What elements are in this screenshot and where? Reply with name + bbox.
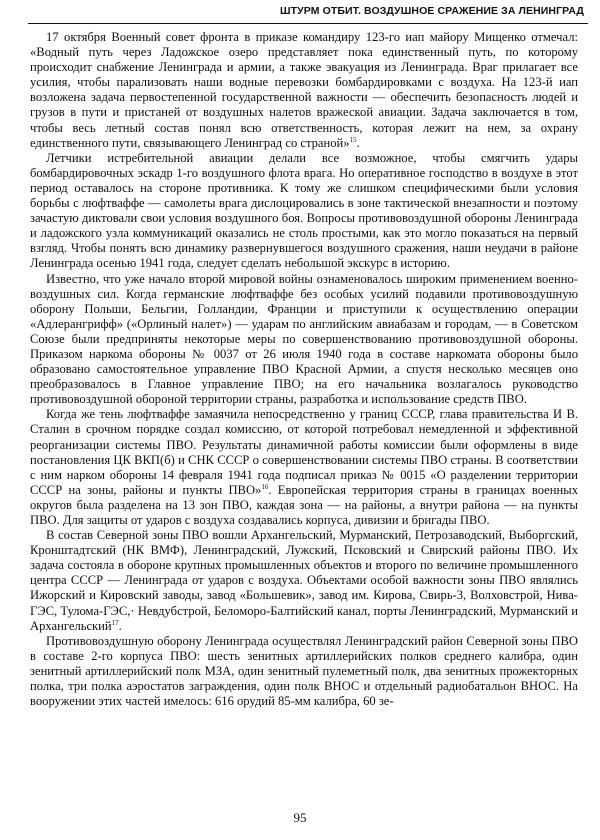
- paragraph-4: Когда же тень люфтваффе замаячила непосредственно у границ СССР, глава правительства И В. Сталин в срочном порядке создал комиссию, от которой потребовал немедленной и эффективной реорганизации системы ПВО. Результаты динамичной работы комиссии были оформлены в виде постановления ЦК ВКП(б) и СНК СССР о совершенствовании системы ПВО страны. В соответствии с ним нарком обороны 14 февраля 1941 года подписал приказ № 0015 «О разделении территории СССР на зоны, районы и пункты ПВО»$^{16}$. Европейская территория страны в границах военных округов была разделена на 13 зон ПВО, каждая зона — на районы, а внутри района — на пункты ПВО. Для защиты от ударов с воздуха создавались корпуса, дивизии и бригады ПВО.: [30, 407, 578, 527]
- page-number: 95: [293, 810, 307, 825]
- paragraph-1: 17 октября Военный совет фронта в приказе командиру 123-го иап майору Мищенко отмечал: «Водный путь через Ладожское озеро представляет пока единственный путь, по которому происходит снабжение Ленинграда и армии, а также эвакуация из Ленинграда. Враг прилагает все усилия, чтобы парализовать наши водные перевозки бомбардировками с воздуха. На 123-й иап возложена задача первостепенной государственной важности — обеспечить безопасность людей и грузов в пути и пристаней от воздушных налетов вражеской авиации. Задача заключается в том, чтобы весь летный состав понял всю ответственность, которая лежит на нем, за охрану единственного пути, связывающего Ленинград со страной»$^{15}$.: [30, 30, 578, 150]
- footnote-ref-16[interactable]: 16: [261, 482, 269, 491]
- paragraph-2: Летчики истребительной авиации делали все возможное, чтобы смягчить удары бомбардировочных эскадр 1-го воздушного флота врага. Но оперативное господство в воздухе в этот период оставалось на стороне противника. К тому же слишком специфическими были условия борьбы с люфтваффе — самолеты врага дислоцировались в зоне тактической внезапности и поэтому зачастую диктовали свои условия воздушного боя. Вопросы противовоздушной обороны Ленинграда и ладожского узла коммуникаций оказались не столь простыми, как это могло показаться на первый взгляд. Чтобы понять всю динамику развернувшегося воздушного сражения, наши неудачи в районе Ленинграда осенью 1941 года, следует сделать небольшой экскурс в историю.: [30, 150, 578, 271]
- footnote-ref-17[interactable]: 17: [111, 618, 119, 627]
- running-header: [28, 3, 588, 24]
- body-text: [30, 30, 578, 709]
- paragraph-5: В состав Северной зоны ПВО вошли Архангельский, Мурманский, Петрозаводский, Выборгский, Кронштадтский (НК ВМФ), Ленинградский, Лужский, Псковский и Свирский районы ПВО. Их задача состояла в обороне крупных промышленных объектов и второго по величине промышленного центра СССР — Ленинграда от ударов с воздуха. Объектами особой важности зоны ПВО являлись Ижорский и Кировский заводы, завод «Большевик», завод им. Кирова, Свирь-3, Волховстрой, Нива-ГЭС, Тулома-ГЭС,· Невдубстрой, Беломоро-Балтийский канал, порты Ленинградский, Мурманский и Архангельский$^{17}$.: [30, 528, 578, 633]
- paragraph-3: Известно, что уже начало второй мировой войны ознаменовалось широким применением военно-воздушных сил. Когда германские люфтваффе без особых усилий подавили противовоздушную оборону Польши, Бельгии, Голландии, Франции и приступили к осуществлению операции «Адлерангрифф» («Орлиный налет») — ударам по английским авиабазам и городам, — в Советском Союзе были предприняты некоторые меры по совершенствованию противовоздушной обороны. Приказом наркома обороны № 0037 от 26 июля 1940 года в составе наркомата обороны было образовано самостоятельное управление ПВО Красной Армии, а спустя несколько месяцев оно преобразовалось в Главное управление ПВО; на его начальника возлагалось руководство противовоздушной обороной территории страны, разработка и использование средств ПВО.: [30, 271, 578, 407]
- footnote-ref-15[interactable]: 15: [349, 135, 357, 144]
- running-title: ШТУРМ ОТБИТ. ВОЗДУШНОЕ СРАЖЕНИЕ ЗА ЛЕНИНГРАД: [279, 5, 584, 17]
- paragraph-6: Противовоздушную оборону Ленинграда осуществлял Ленинградский район Северной зоны ПВО в составе 2-го корпуса ПВО: шесть зенитных артиллерийских полков среднего калибра, один зенитный артиллерийский полк МЗА, один зенитный пулеметный полк, два зенитных прожекторных полка, три полка аэростатов заграждения, один полк ВНОС и отдельный радиобатальон ВНОС. На вооружении этих частей имелось: 616 орудий 85-мм калибра, 60 зе-: [30, 633, 578, 709]
